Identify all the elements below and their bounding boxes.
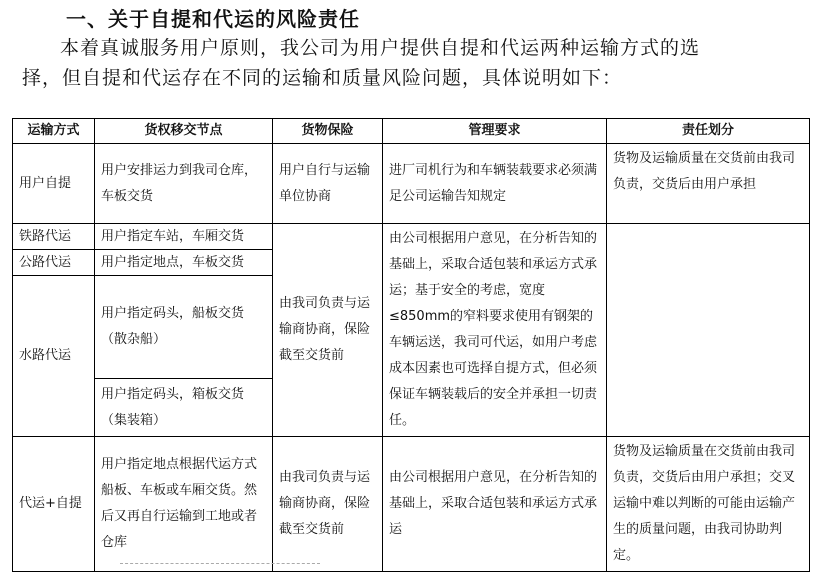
responsibility-cell [607, 224, 810, 437]
table-row [13, 437, 810, 572]
header-insurance: 货物保险 [273, 119, 383, 144]
insurance-cell: 由我司负责与运输商协商，保险截至交货前 [273, 224, 383, 437]
responsibility-cell: 货物及运输质量在交货前由我司负责，交货后由用户承担；交叉运输中难以判断的可能由运输产生的质量问题，由我司协助判定。 [607, 437, 810, 572]
section-heading: 一、关于自提和代运的风险责任 [66, 7, 360, 31]
mode-cell: 公路代运 [13, 250, 95, 276]
management-cell: 进厂司机行为和车辆装载要求必须满足公司运输告知规定 [383, 144, 607, 224]
transfer-cell: 用户指定地点，车板交货 [95, 250, 273, 276]
header-transport-mode: 运输方式 [13, 119, 95, 144]
header-management: 管理要求 [383, 119, 607, 144]
mode-cell: 代运+自提 [13, 437, 95, 572]
mode-cell: 用户自提 [13, 144, 95, 224]
transfer-cell: 用户指定地点根据代运方式船板、车板或车厢交货。然后又再自行运输到工地或者仓库 [95, 437, 273, 572]
transfer-cell: 用户指定车站，车厢交货 [95, 224, 273, 250]
header-transfer-node: 货权移交节点 [95, 119, 273, 144]
transfer-cell: 用户指定码头，船板交货（散杂船） [95, 276, 273, 379]
intro-paragraph: 本着真诚服务用户原则，我公司为用户提供自提和代运两种运输方式的选择，但自提和代运存在不同的运输和质量风险问题，具体说明如下： [22, 37, 701, 89]
management-cell: 由公司根据用户意见，在分析告知的基础上，采取合适包装和承运方式承运；基于安全的考虑，宽度≤850mm的窄料要求使用有钢架的车辆运送，我司可代运，如用户考虑成本因素也可选择自提方式，但必须保证车辆装载后的安全并承担一切责任。 [383, 224, 607, 437]
mode-cell: 铁路代运 [13, 224, 95, 250]
responsibility-cell: 货物及运输质量在交货前由我司负责，交货后由用户承担 [607, 144, 810, 224]
mode-cell: 水路代运 [13, 276, 95, 437]
cut-off-next-line [120, 563, 320, 570]
header-responsibility: 责任划分 [607, 119, 810, 144]
table-header-row [13, 119, 810, 144]
management-cell: 由公司根据用户意见，在分析告知的基础上，采取合适包装和承运方式承运 [383, 437, 607, 572]
transfer-cell: 用户安排运力到我司仓库，车板交货 [95, 144, 273, 224]
transfer-cell: 用户指定码头，箱板交货（集装箱） [95, 379, 273, 437]
table-row [13, 224, 810, 250]
risk-responsibility-table [12, 118, 810, 572]
table-row [13, 144, 810, 224]
insurance-cell: 用户自行与运输单位协商 [273, 144, 383, 224]
insurance-cell: 由我司负责与运输商协商，保险截至交货前 [273, 437, 383, 572]
